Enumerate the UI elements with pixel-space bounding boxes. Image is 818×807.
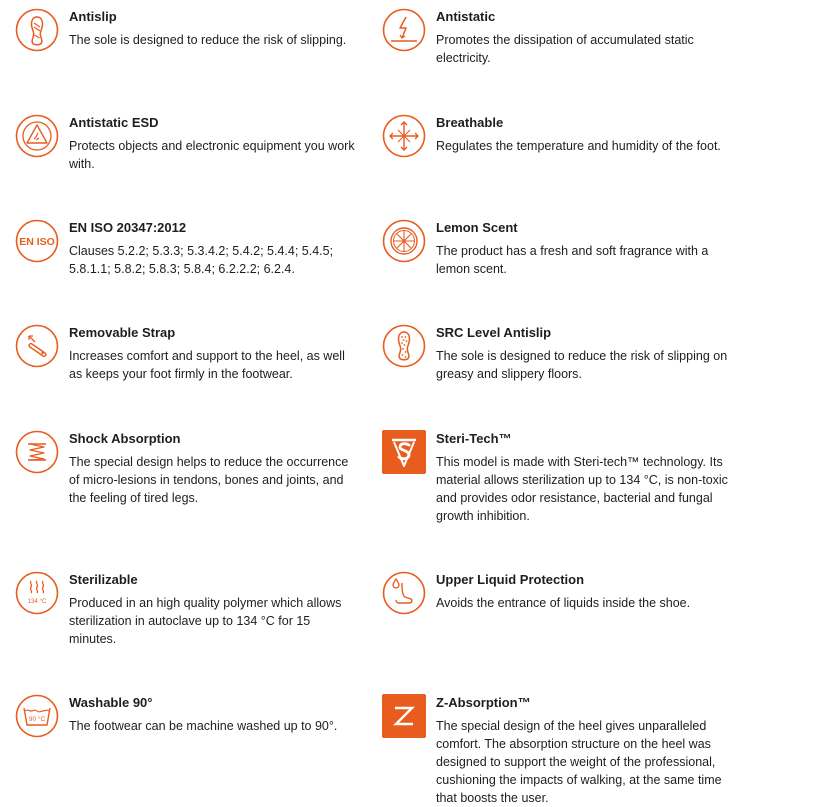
feature-description: The sole is designed to reduce the risk of slipping on greasy and slippery floors. xyxy=(436,349,728,381)
feature-title: Z-Absorption™ xyxy=(436,695,531,710)
wash-icon-text: 90 °C xyxy=(28,716,46,723)
feature-description: The footwear can be machine washed up to 90°. xyxy=(69,719,338,733)
feature-description: Clauses 5.2.2; 5.3.3; 5.3.4.2; 5.4.2; 5.4.4; 5.4.5; 5.8.1.1; 5.8.2; 5.8.3; 5.8.4; 6.2.2.2; 6.2.4. xyxy=(69,244,334,276)
feature-title: SRC Level Antislip xyxy=(436,325,552,340)
feature-title: Sterilizable xyxy=(69,572,138,587)
z-absorption-logo-icon xyxy=(382,694,426,738)
feature-description: The sole is designed to reduce the risk of slipping. xyxy=(69,33,347,47)
steam-icon-text: 134 °C xyxy=(27,599,47,605)
feature-description: The special design of the heel gives unparalleled comfort. The absorption structure on the heel was designed to support the weight of the professional, cushioning the impacts of walking, at the same time that boosts the user. xyxy=(436,719,722,805)
feature-title: Washable 90° xyxy=(69,695,153,710)
feature-title: Upper Liquid Protection xyxy=(436,572,585,587)
feature-title: Antistatic xyxy=(436,9,496,24)
feature-title: Removable Strap xyxy=(69,325,176,340)
airflow-arrows-icon xyxy=(382,114,426,158)
feature-description: Regulates the temperature and humidity of the foot. xyxy=(436,139,721,153)
feature-description: The special design helps to reduce the occurrence of micro-lesions in tendons, bones and joints, and the feeling of tired legs. xyxy=(69,455,349,505)
feature-title: Breathable xyxy=(436,115,504,130)
lemon-slice-icon xyxy=(382,219,426,263)
feature-description: The product has a fresh and soft fragrance with a lemon scent. xyxy=(436,244,709,276)
spring-icon xyxy=(15,430,59,474)
steam-134-icon xyxy=(15,571,59,615)
feature-title: Antistatic ESD xyxy=(69,115,159,130)
lightning-icon xyxy=(382,8,426,52)
wash-tub-icon xyxy=(15,694,59,738)
feature-title: Lemon Scent xyxy=(436,220,518,235)
steri-tech-logo-icon xyxy=(382,430,426,474)
en-iso-icon-text: EN ISO xyxy=(19,236,55,248)
feature-description: Avoids the entrance of liquids inside the shoe. xyxy=(436,596,691,610)
feature-title: EN ISO 20347:2012 xyxy=(69,220,187,235)
feature-description: Increases comfort and support to the heel, as well as keeps your foot firmly in the footwear. xyxy=(69,349,345,381)
feature-title: Steri-Tech™ xyxy=(436,431,512,446)
sole-icon xyxy=(15,8,59,52)
feature-description: This model is made with Steri-tech™ technology. Its material allows sterilization up to 134 °C, is non-toxic and provides odor resistance, bacterial and fungal growth inhibition. xyxy=(436,455,728,523)
feature-description: Protects objects and electronic equipment you work with. xyxy=(69,139,355,171)
drop-foot-icon xyxy=(382,571,426,615)
feature-title: Shock Absorption xyxy=(69,431,181,446)
esd-warning-icon xyxy=(15,114,59,158)
en-iso-icon xyxy=(15,219,59,263)
feature-description: Produced in an high quality polymer which allows sterilization in autoclave up to 134 °C for 15 minutes. xyxy=(69,596,342,646)
dotted-sole-icon xyxy=(382,324,426,368)
feature-description: Promotes the dissipation of accumulated static electricity. xyxy=(436,33,694,65)
strap-icon xyxy=(15,324,59,368)
feature-title: Antislip xyxy=(69,9,117,24)
